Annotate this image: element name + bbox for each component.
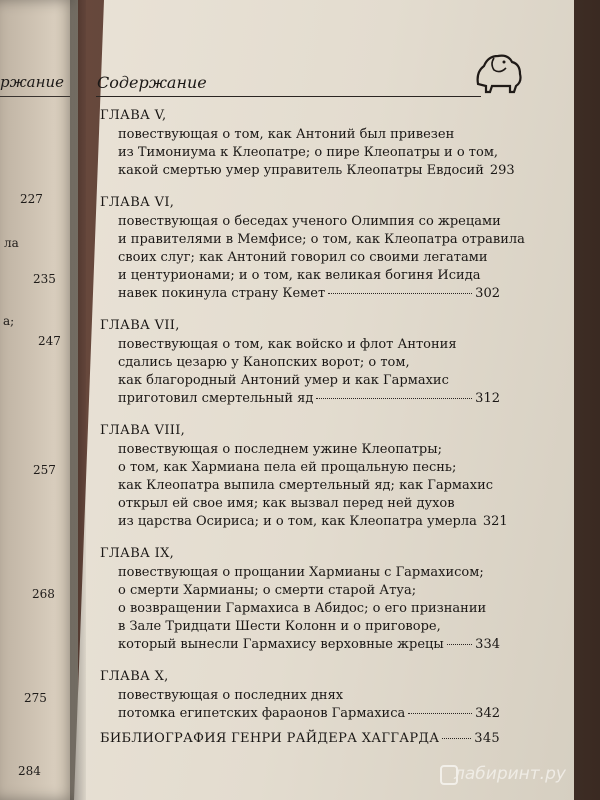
left-page-number: 247 bbox=[38, 334, 61, 348]
chapter-line: своих слуг; как Антоний говорил со своими легатами bbox=[118, 250, 488, 265]
chapter-line: повествующая о последних днях bbox=[118, 688, 344, 703]
table-of-contents bbox=[100, 108, 525, 746]
chapter-line: в Зале Тридцати Шести Колонн и о приговоре, bbox=[118, 619, 441, 634]
chapter-line: который вынесли Гармахису верховные жрецы bbox=[118, 637, 444, 652]
left-page-fragment: ла bbox=[4, 236, 19, 250]
chapter-title: ГЛАВА VIII, bbox=[100, 423, 186, 438]
left-page-number: 275 bbox=[24, 691, 47, 705]
chapter-line: потомка египетских фараонов Гармахиса bbox=[118, 706, 406, 721]
page-number: 342 bbox=[475, 706, 500, 721]
chapter-last-line bbox=[100, 705, 500, 723]
book-gutter bbox=[70, 0, 86, 800]
page-header: Содержание bbox=[97, 73, 207, 92]
lion-emblem-icon bbox=[470, 44, 526, 94]
chapter-line: и правителями в Мемфисе; о том, как Клеопатра отравила bbox=[118, 232, 525, 247]
chapter-line: о смерти Хармианы; о смерти старой Атуа; bbox=[118, 583, 417, 598]
chapter-last-line bbox=[100, 162, 515, 180]
chapter-line: из царства Осириса; и о том, как Клеопатра умерла bbox=[118, 514, 477, 529]
chapter-line: и центурионами; и о том, как великая богиня Исида bbox=[118, 268, 481, 283]
chapter-line: из Тимониума к Клеопатре; о пире Клеопатры и о том, bbox=[118, 145, 499, 160]
chapter-line: повествующая о беседах ученого Олимпия со жрецами bbox=[118, 214, 501, 229]
dot-leader bbox=[408, 713, 472, 714]
chapter-line: повествующая о том, как войско и флот Антония bbox=[118, 337, 457, 352]
chapter-title: ГЛАВА V, bbox=[100, 108, 167, 123]
left-page-fragment: а; bbox=[3, 314, 15, 328]
chapter-line: повествующая о том, как Антоний был привезен bbox=[118, 127, 455, 142]
chapter-line: как Клеопатра выпила смертельный яд; как Гармахис bbox=[118, 478, 494, 493]
left-page-number: 227 bbox=[20, 192, 43, 206]
chapter-line: сдались цезарю у Канопских ворот; о том, bbox=[118, 355, 410, 370]
left-header-rule bbox=[0, 96, 70, 97]
left-page-number: 284 bbox=[18, 764, 41, 778]
chapter-line: какой смертью умер управитель Клеопатры Евдосий bbox=[118, 163, 484, 178]
chapter-last-line bbox=[100, 285, 500, 303]
dot-leader bbox=[442, 738, 471, 739]
chapter-line: открыл ей свое имя; как вызвал перед ней духов bbox=[118, 496, 455, 511]
chapter-last-line bbox=[100, 636, 500, 654]
toc-chapter bbox=[100, 195, 525, 303]
chapter-line: как благородный Антоний умер и как Гармахис bbox=[118, 373, 449, 388]
toc-chapter bbox=[100, 546, 500, 654]
page-number: 302 bbox=[475, 286, 500, 301]
chapter-title: ГЛАВА VII, bbox=[100, 318, 180, 333]
header-rule bbox=[96, 96, 481, 97]
dot-leader bbox=[447, 644, 472, 645]
page-number: 312 bbox=[475, 391, 500, 406]
page-number: 293 bbox=[489, 163, 515, 178]
chapter-line: приготовил смертельный яд bbox=[118, 391, 314, 406]
toc-chapter bbox=[100, 318, 500, 408]
bibliography-entry bbox=[100, 731, 500, 746]
chapter-line: о том, как Хармиана пела ей прощальную песнь; bbox=[118, 460, 457, 475]
dot-leader bbox=[316, 398, 472, 399]
page-number: 321 bbox=[482, 514, 508, 529]
left-page-number: 257 bbox=[33, 463, 56, 477]
chapter-line: повествующая о последнем ужине Клеопатры; bbox=[118, 442, 442, 457]
page-number: 334 bbox=[475, 637, 500, 652]
toc-chapter bbox=[100, 108, 515, 180]
chapter-title: ГЛАВА VI, bbox=[100, 195, 175, 210]
chapter-title: ГЛАВА IX, bbox=[100, 546, 175, 561]
watermark: лабиринт.ру bbox=[454, 764, 566, 784]
left-page bbox=[0, 0, 78, 800]
left-page-number: 235 bbox=[33, 272, 56, 286]
left-page-header: ржание bbox=[0, 73, 65, 91]
toc-chapter bbox=[100, 669, 500, 723]
chapter-line: навек покинула страну Кемет bbox=[118, 286, 326, 301]
chapter-line: о возвращении Гармахиса в Абидос; о его признании bbox=[118, 601, 487, 616]
page-number: 345 bbox=[474, 731, 500, 746]
chapter-title: ГЛАВА X, bbox=[100, 669, 169, 684]
chapter-last-line bbox=[100, 390, 500, 408]
left-page-number: 268 bbox=[32, 587, 55, 601]
chapter-last-line bbox=[100, 513, 508, 531]
bibliography-title: БИБЛИОГРАФИЯ ГЕНРИ РАЙДЕРА ХАГГАРДА bbox=[100, 731, 440, 746]
toc-chapter bbox=[100, 423, 508, 531]
dot-leader bbox=[328, 293, 472, 294]
chapter-line: повествующая о прощании Хармианы с Гармахисом; bbox=[118, 565, 484, 580]
